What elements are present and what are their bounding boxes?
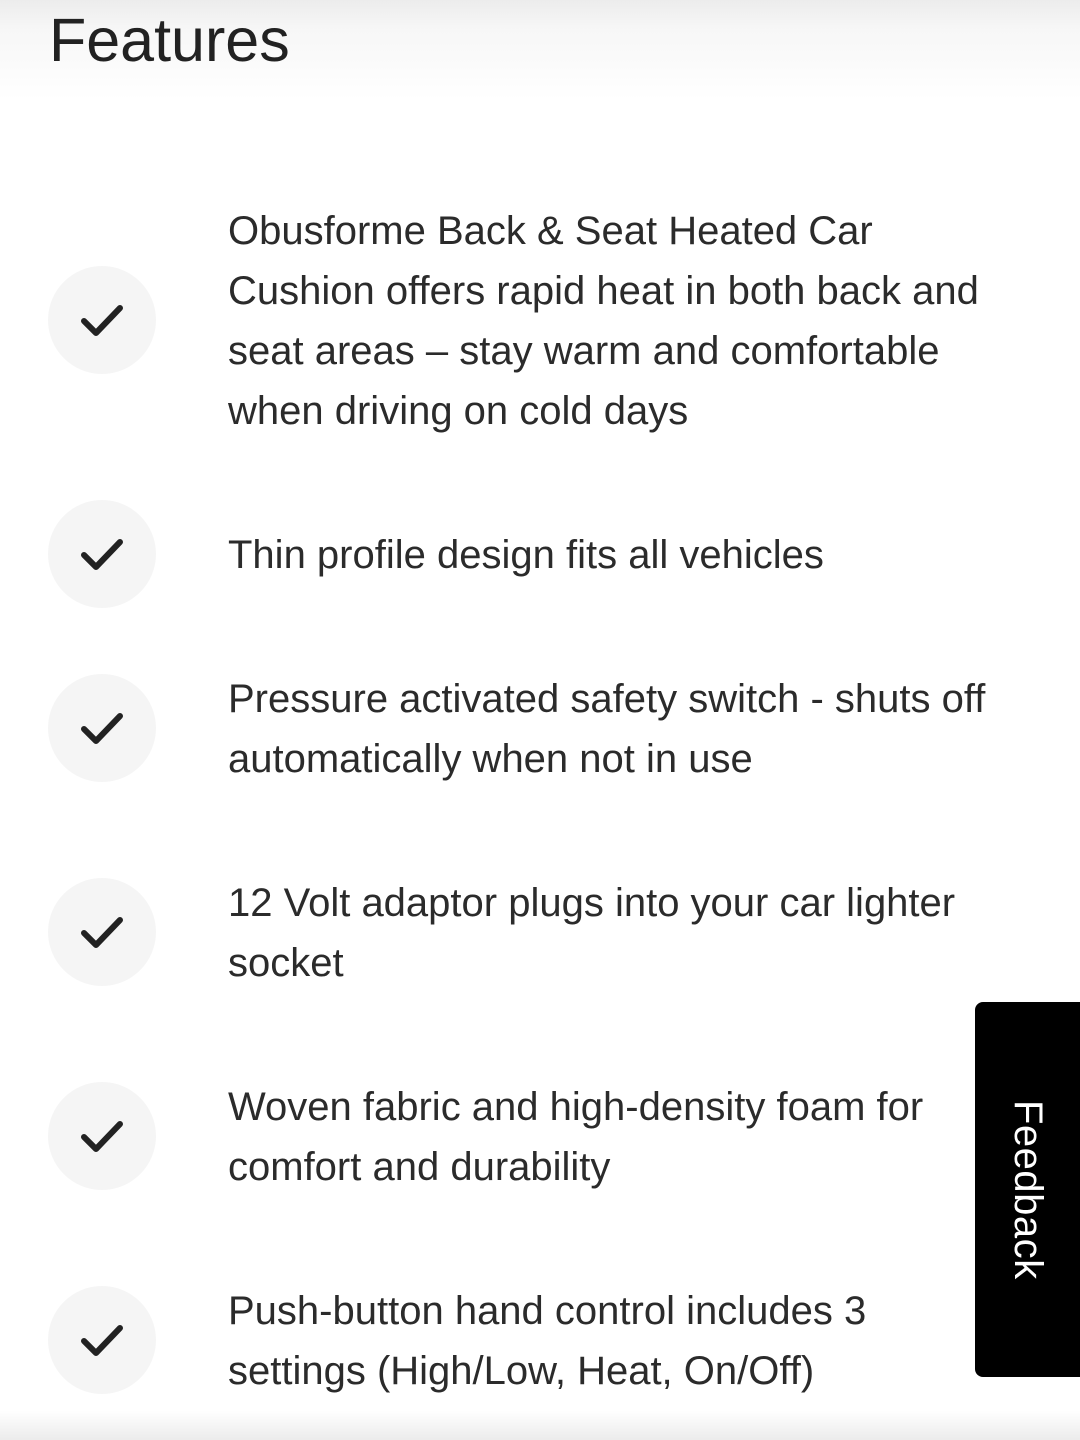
check-icon <box>78 1112 126 1160</box>
bottom-shadow <box>0 1410 1080 1440</box>
check-badge <box>48 500 156 608</box>
feature-text: Woven fabric and high-density foam for comfort and durability <box>228 1085 924 1189</box>
feature-text: Pressure activated safety switch - shuts off automatically when not in use <box>228 677 986 781</box>
check-badge <box>48 1286 156 1394</box>
check-icon <box>78 530 126 578</box>
feature-text: Obusforme Back & Seat Heated Car Cushion offers rapid heat in both back and seat areas – stay warm and comfortable when driving on cold days <box>228 209 979 433</box>
feedback-button[interactable] <box>975 1002 1080 1377</box>
check-icon <box>78 704 126 752</box>
check-icon <box>78 296 126 344</box>
check-icon <box>78 908 126 956</box>
section-title: Features <box>49 6 290 74</box>
feature-text: Thin profile design fits all vehicles <box>228 533 824 577</box>
check-icon <box>78 1316 126 1364</box>
feature-text: Push-button hand control includes 3 settings (High/Low, Heat, On/Off) <box>228 1289 867 1393</box>
check-badge <box>48 674 156 782</box>
check-badge <box>48 1082 156 1190</box>
feedback-label: Feedback <box>1006 1099 1050 1280</box>
check-badge <box>48 878 156 986</box>
check-badge <box>48 266 156 374</box>
feature-text: 12 Volt adaptor plugs into your car lighter socket <box>228 881 956 985</box>
